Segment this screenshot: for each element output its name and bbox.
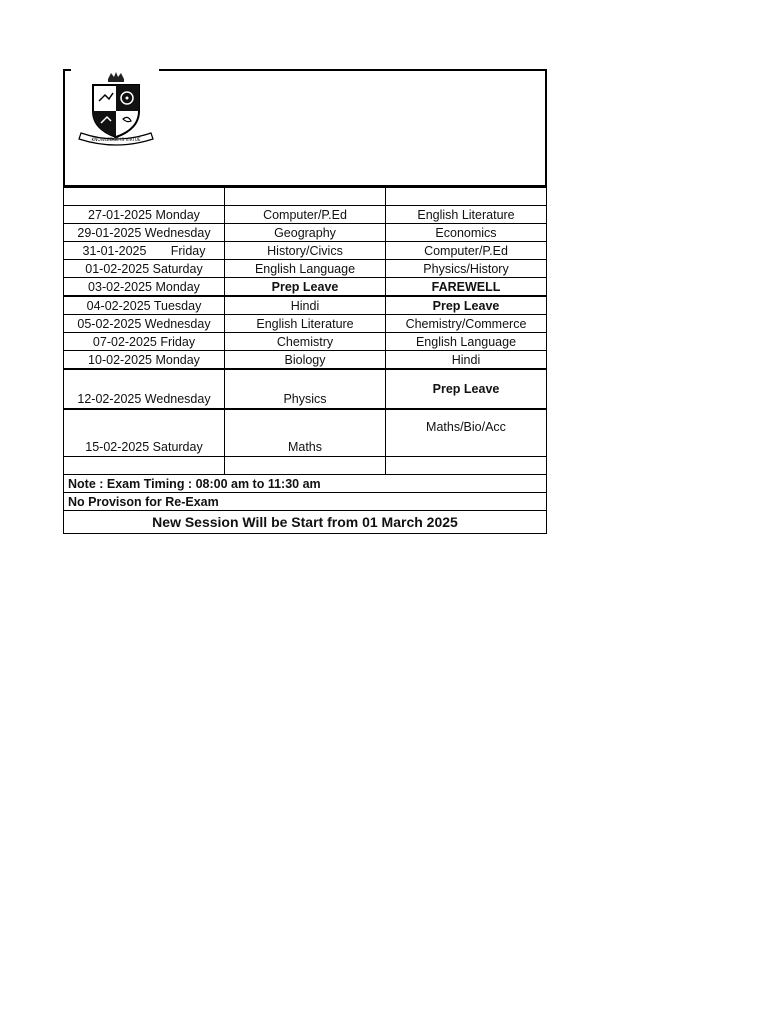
subject-cell: Prep Leave — [225, 278, 386, 297]
exam-date-cell: 12-02-2025 Wednesday — [64, 369, 225, 409]
exam-date-cell: 04-02-2025 Tuesday — [64, 296, 225, 315]
subject-cell: English Literature — [225, 315, 386, 333]
subject-cell: Prep Leave — [386, 369, 547, 409]
subject-cell: Chemistry/Commerce — [386, 315, 547, 333]
exam-date-cell: 01-02-2025 Saturday — [64, 260, 225, 278]
subject-cell: Computer/P.Ed — [386, 242, 547, 260]
exam-timing-note: Note : Exam Timing : 08:00 am to 11:30 am — [64, 475, 547, 493]
subject-cell: Chemistry — [225, 333, 386, 351]
table-row — [64, 409, 547, 457]
header-box — [63, 69, 547, 187]
school-crest-logo — [73, 71, 159, 147]
table-row — [64, 260, 547, 278]
table-row — [64, 296, 547, 315]
subject-cell: Economics — [386, 224, 547, 242]
new-session-note-row — [64, 511, 547, 534]
exam-timetable — [63, 69, 547, 534]
table-row — [64, 242, 547, 260]
table-row — [64, 206, 547, 224]
empty-header-row — [64, 188, 547, 206]
exam-date-cell: 15-02-2025 Saturday — [64, 409, 225, 457]
subject-cell: History/Civics — [225, 242, 386, 260]
subject-cell: English Language — [225, 260, 386, 278]
table-row — [64, 369, 547, 409]
exam-date-cell: 05-02-2025 Wednesday — [64, 315, 225, 333]
subject-cell: Prep Leave — [386, 296, 547, 315]
subject-cell: English Language — [386, 333, 547, 351]
exam-date-cell: 29-01-2025 Wednesday — [64, 224, 225, 242]
subject-cell: FAREWELL — [386, 278, 547, 297]
table-row — [64, 351, 547, 370]
table-row — [64, 278, 547, 297]
new-session-note: New Session Will be Start from 01 March 2025 — [64, 511, 547, 534]
subject-cell: Computer/P.Ed — [225, 206, 386, 224]
exam-date-cell: 03-02-2025 Monday — [64, 278, 225, 297]
subject-cell: Geography — [225, 224, 386, 242]
exam-timing-note-row — [64, 475, 547, 493]
table-row — [64, 224, 547, 242]
subject-cell: Physics/History — [386, 260, 547, 278]
exam-date-cell: 10-02-2025 Monday — [64, 351, 225, 370]
table-row — [64, 315, 547, 333]
subject-cell: Maths — [225, 409, 386, 457]
reexam-note-row — [64, 493, 547, 511]
crest-motto: KNOWLEDGE IS VIRTUE — [91, 137, 141, 142]
table-row — [64, 333, 547, 351]
exam-date-cell: 07-02-2025 Friday — [64, 333, 225, 351]
subject-cell: Physics — [225, 369, 386, 409]
schedule-table — [63, 187, 547, 534]
subject-cell: Maths/Bio/Acc — [386, 409, 547, 457]
subject-cell: Hindi — [225, 296, 386, 315]
empty-row — [64, 457, 547, 475]
exam-date-cell: 31-01-2025 Friday — [64, 242, 225, 260]
exam-date-cell: 27-01-2025 Monday — [64, 206, 225, 224]
subject-cell: Biology — [225, 351, 386, 370]
subject-cell: English Literature — [386, 206, 547, 224]
subject-cell: Hindi — [386, 351, 547, 370]
reexam-note: No Provison for Re-Exam — [64, 493, 547, 511]
